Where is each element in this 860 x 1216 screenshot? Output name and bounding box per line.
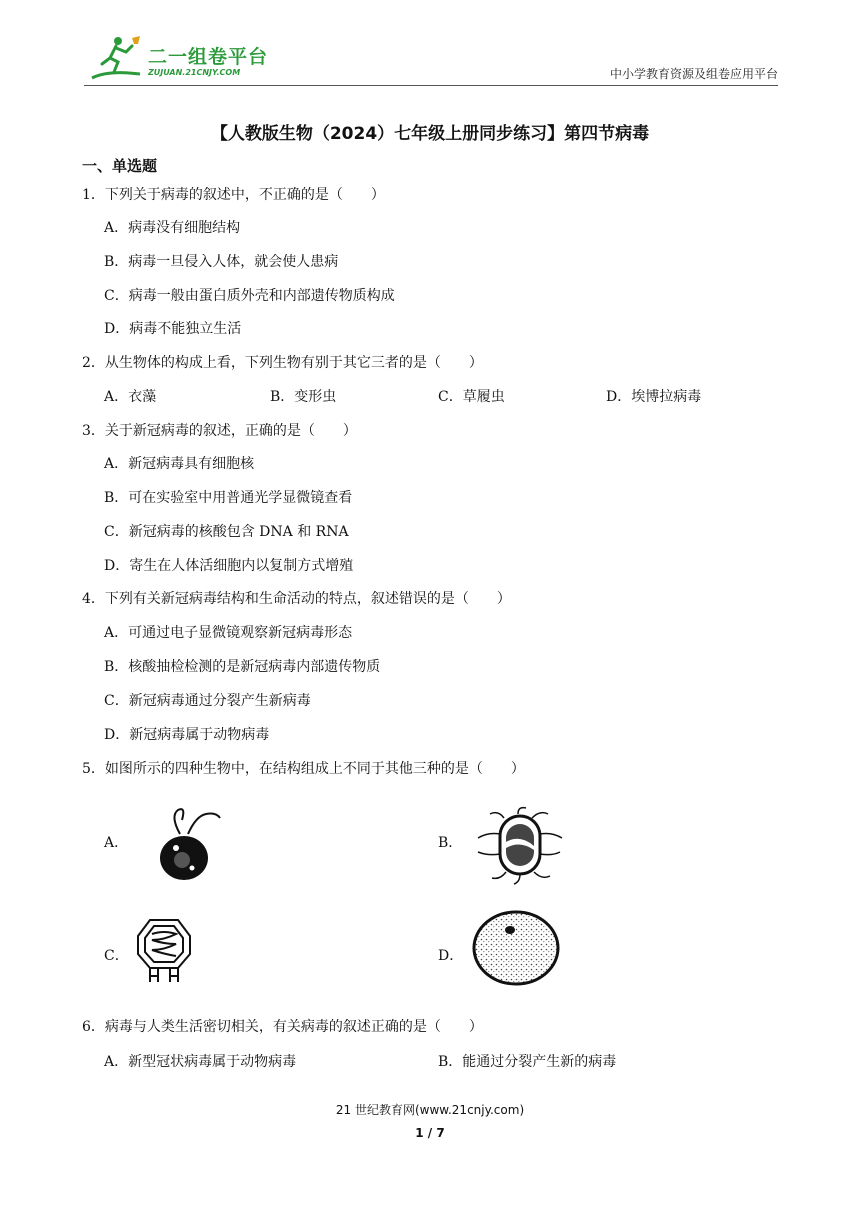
document-title: 【人教版生物（2024）七年级上册同步练习】第四节病毒 — [210, 124, 650, 144]
site-logo — [88, 34, 278, 82]
question-4-option-d: D．新冠病毒属于动物病毒 — [104, 727, 270, 743]
question-2-option-b: B．变形虫 — [270, 389, 337, 405]
question-2-option-d: D．埃博拉病毒 — [606, 389, 702, 405]
question-3-option-c: C．新冠病毒的核酸包含 DNA 和 RNA — [104, 524, 349, 540]
question-1-stem: 1．下列关于病毒的叙述中，不正确的是（ ） — [82, 187, 385, 203]
question-5-stem: 5．如图所示的四种生物中，在结构组成上不同于其他三种的是（ ） — [82, 761, 525, 777]
question-2-option-a: A．衣藻 — [104, 389, 157, 405]
question-3-option-a: A．新冠病毒具有细胞核 — [104, 456, 255, 472]
question-2-stem: 2．从生物体的构成上看，下列生物有别于其它三者的是（ ） — [82, 355, 483, 371]
bacterium-illustration — [470, 804, 570, 886]
question-6-option-b: B．能通过分裂产生新的病毒 — [438, 1054, 617, 1070]
question-4-option-b: B．核酸抽检检测的是新冠病毒内部遗传物质 — [104, 659, 381, 675]
section-heading: 一、单选题 — [82, 157, 158, 175]
question-5-option-c: C． — [104, 948, 129, 964]
chlamydomonas-illustration — [140, 806, 230, 882]
platform-label: 中小学教育资源及组卷应用平台 — [609, 67, 778, 81]
question-5-option-d: D． — [438, 948, 464, 964]
question-3-option-b: B．可在实验室中用普通光学显微镜查看 — [104, 490, 353, 506]
question-1-option-b: B．病毒一旦侵入人体，就会使人患病 — [104, 254, 339, 270]
cell-illustration — [470, 908, 562, 988]
question-5-option-a: A． — [104, 835, 129, 851]
question-1-option-c: C．病毒一般由蛋白质外壳和内部遗传物质构成 — [104, 288, 395, 304]
virus-illustration — [132, 916, 196, 986]
question-3-stem: 3．关于新冠病毒的叙述，正确的是（ ） — [82, 423, 357, 439]
question-6-option-a: A．新型冠状病毒属于动物病毒 — [104, 1054, 297, 1070]
question-2-option-c: C．草履虫 — [438, 389, 505, 405]
question-1-option-a: A．病毒没有细胞结构 — [104, 220, 241, 236]
question-4-option-c: C．新冠病毒通过分裂产生新病毒 — [104, 693, 311, 709]
logo-subtext: ZUJUAN.21CNJY.COM — [148, 68, 241, 77]
runner-icon — [88, 34, 144, 82]
question-3-option-d: D．寄生在人体活细胞内以复制方式增殖 — [104, 558, 354, 574]
logo-text: 二一组卷平台 — [148, 46, 269, 68]
question-4-option-a: A．可通过电子显微镜观察新冠病毒形态 — [104, 625, 353, 641]
footer-source: 21 世纪教育网(www.21cnjy.com) — [335, 1103, 525, 1117]
page-number: 1 / 7 — [415, 1126, 445, 1140]
question-5-option-b: B． — [438, 835, 463, 851]
question-4-stem: 4．下列有关新冠病毒结构和生命活动的特点，叙述错误的是（ ） — [82, 591, 511, 607]
question-6-stem: 6．病毒与人类生活密切相关，有关病毒的叙述正确的是（ ） — [82, 1019, 483, 1035]
page-header — [84, 30, 778, 86]
question-1-option-d: D．病毒不能独立生活 — [104, 321, 242, 337]
